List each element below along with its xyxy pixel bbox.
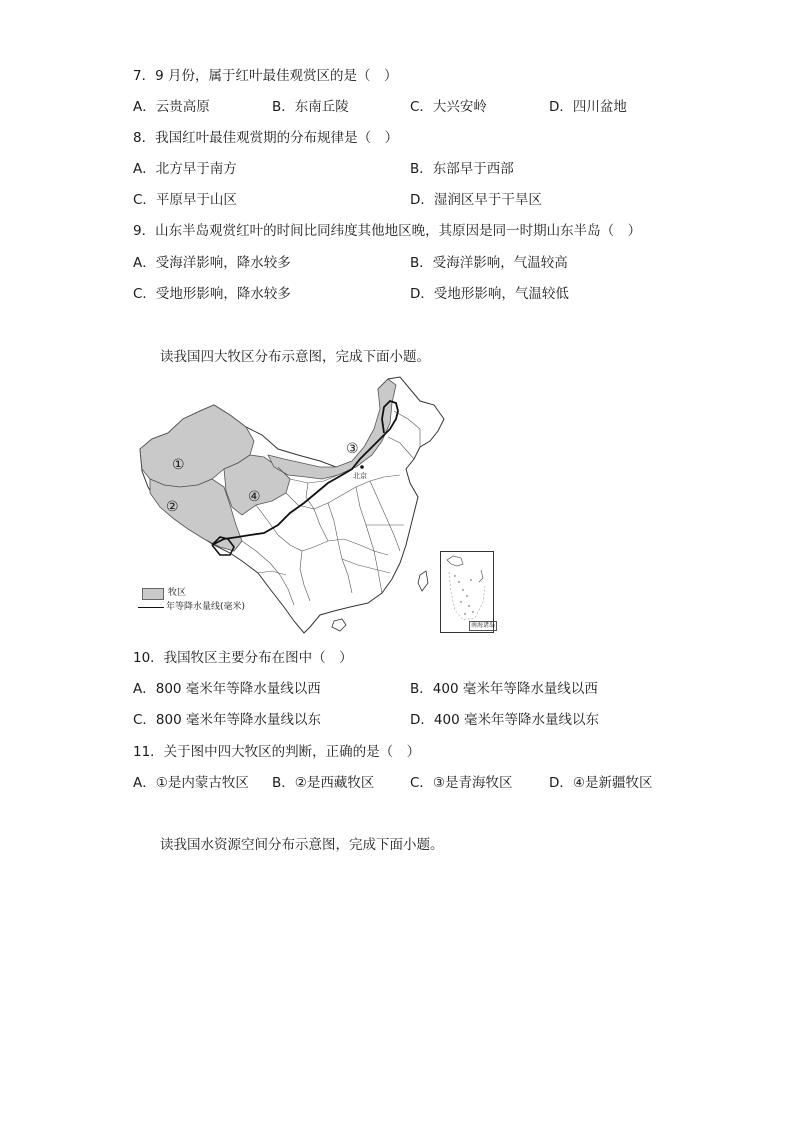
q7-option-b[interactable]: B．东南丘陵	[272, 99, 349, 115]
q7-option-c[interactable]: C．大兴安岭	[410, 99, 487, 115]
q9-option-c[interactable]: C．受地形影响，降水较多	[133, 286, 291, 302]
marker-4: ④	[248, 489, 261, 505]
legend-pasture-label: 牧区	[168, 588, 187, 598]
marker-3: ③	[346, 441, 359, 457]
q10-option-c[interactable]: C．800 毫米年等降水量线以东	[133, 712, 321, 728]
q9-stem: 9．山东半岛观赏红叶的时间比同纬度其他地区晚，其原因是同一时期山东半岛（ ）	[133, 223, 642, 239]
q8-stem: 8．我国红叶最佳观赏期的分布规律是（ ）	[133, 130, 399, 146]
pasture-map	[138, 375, 498, 637]
south-china-sea-inset	[440, 551, 494, 633]
q11-option-c[interactable]: C．③是青海牧区	[410, 775, 513, 791]
legend-pasture-swatch	[142, 588, 164, 600]
q11-option-b[interactable]: B．②是西藏牧区	[272, 775, 375, 791]
q8-option-c[interactable]: C．平原早于山区	[133, 192, 237, 208]
q9-option-a[interactable]: A．受海洋影响，降水较多	[133, 255, 291, 271]
q8-option-d[interactable]: D．湿润区早于干旱区	[410, 192, 542, 208]
inset-map	[441, 552, 493, 632]
marker-2: ②	[166, 499, 179, 515]
q8-option-b[interactable]: B．东部早于西部	[410, 161, 514, 177]
q7-stem: 7．9 月份，属于红叶最佳观赏区的是（ ）	[133, 68, 398, 84]
map-intro-text: 读我国四大牧区分布示意图，完成下面小题。	[160, 349, 430, 365]
inset-label: 南海诸岛	[471, 622, 496, 629]
legend-isohyet-label: 年等降水量线(毫米)	[166, 602, 246, 612]
q10-stem: 10．我国牧区主要分布在图中（ ）	[133, 650, 353, 666]
q9-option-b[interactable]: B．受海洋影响，气温较高	[410, 255, 568, 271]
q7-option-d[interactable]: D．四川盆地	[549, 99, 627, 115]
q10-option-d[interactable]: D．400 毫米年等降水量线以东	[410, 712, 599, 728]
beijing-label: 北京	[353, 472, 367, 480]
legend-isohyet-swatch	[138, 607, 164, 608]
q9-option-d[interactable]: D．受地形影响，气温较低	[410, 286, 569, 302]
water-intro-text: 读我国水资源空间分布示意图，完成下面小题。	[160, 837, 444, 853]
q10-option-a[interactable]: A．800 毫米年等降水量线以西	[133, 681, 321, 697]
q11-option-d[interactable]: D．④是新疆牧区	[549, 775, 653, 791]
q10-option-b[interactable]: B．400 毫米年等降水量线以西	[410, 681, 598, 697]
q11-stem: 11．关于图中四大牧区的判断，正确的是（ ）	[133, 744, 421, 760]
marker-1: ①	[172, 457, 185, 473]
q8-option-a[interactable]: A．北方早于南方	[133, 161, 237, 177]
q11-option-a[interactable]: A．①是内蒙古牧区	[133, 775, 249, 791]
q7-option-a[interactable]: A．云贵高原	[133, 99, 210, 115]
